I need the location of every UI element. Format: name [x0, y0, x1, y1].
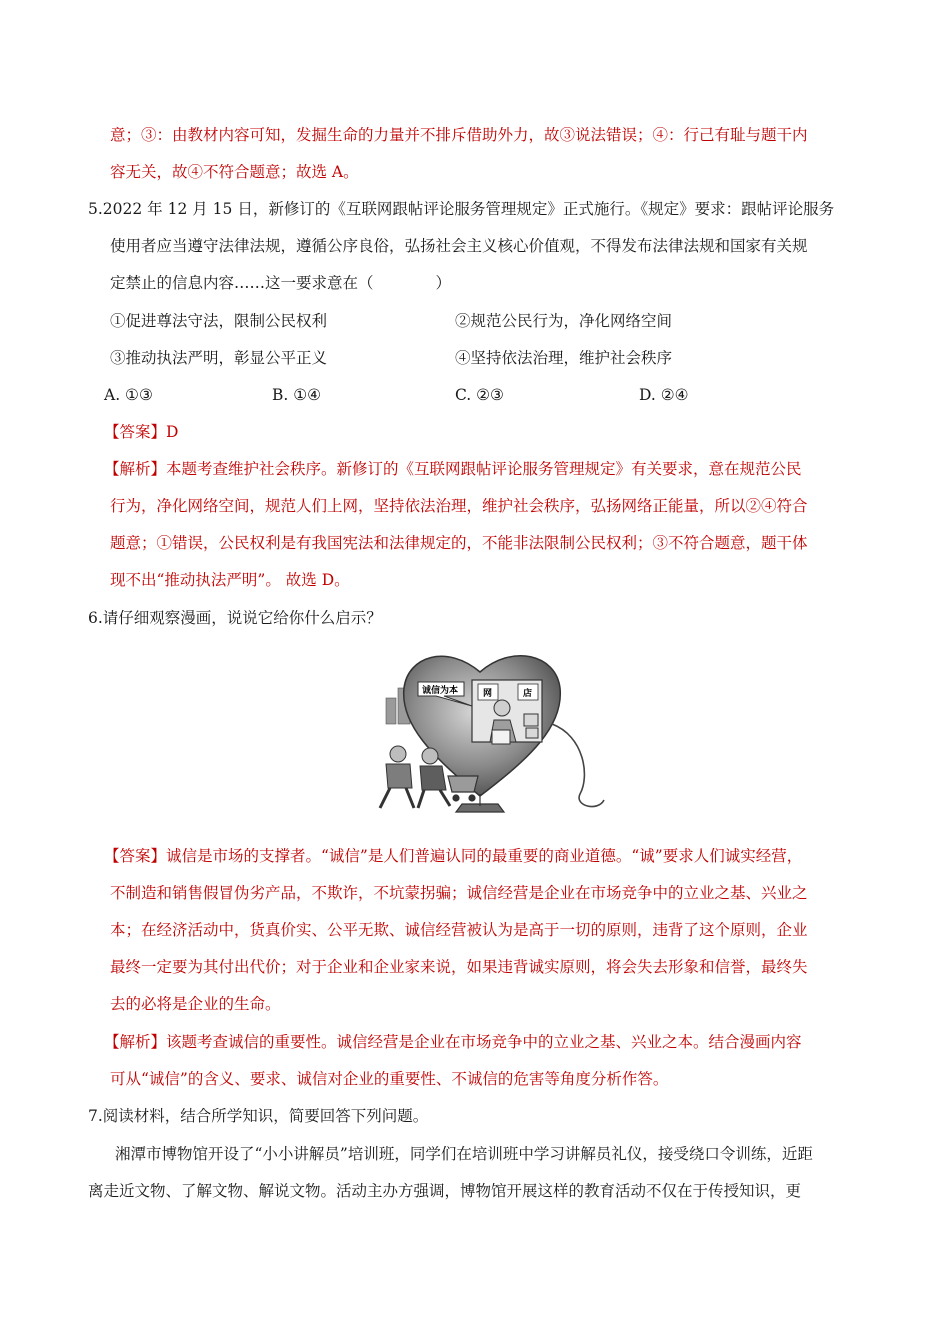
q5-item-4: ④坚持依法治理，维护社会秩序	[455, 349, 673, 367]
parcel	[492, 730, 510, 744]
cable	[552, 724, 604, 807]
q6-answer-line-2: 不制造和销售假冒伪劣产品，不欺诈，不坑蒙拐骗；诚信经营是企业在市场竞争中的立业之基、兴业之	[110, 884, 808, 902]
q6-answer-line-3: 本；在经济活动中，货真价实、公平无欺、诚信经营被认为是高于一切的原则，违背了这个原则，企业	[110, 921, 808, 939]
q5-choice-b: B. ①④	[272, 386, 322, 404]
q7-stem: 7.阅读材料，结合所学知识，简要回答下列问题。	[88, 1107, 429, 1125]
q6-answer-line-5: 去的必将是企业的生命。	[110, 995, 281, 1013]
shop-sign-left: 网	[483, 689, 493, 699]
q5-analysis-line-4: 现不出“推动执法严明”。 故选 D。	[110, 571, 350, 589]
q5-analysis-line-3: 题意；①错误，公民权利是有我国宪法和法律规定的，不能非法限制公民权利；③不符合题意，题干体	[110, 534, 808, 552]
q5-choice-d: D. ②④	[639, 386, 689, 404]
q5-item-3: ③推动执法严明，彰显公平正义	[110, 349, 328, 367]
integrity-cartoon	[352, 636, 618, 822]
prev-analysis-line-2: 容无关，故④不符合题意；故选 A。	[110, 163, 359, 181]
q5-stem-line-3: 定禁止的信息内容……这一要求意在（ ）	[110, 274, 452, 292]
q5-stem-line-2: 使用者应当遵守法律法规，遵循公序良俗，弘扬社会主义核心价值观，不得发布法律法规和国家有关规	[110, 237, 808, 255]
q6-answer-line-1: 【答案】诚信是市场的支撑者。“诚信”是人们普遍认同的最重要的商业道德。“诚”要求人们诚实经营，	[104, 847, 803, 865]
q5-choice-a: A. ①③	[104, 386, 153, 404]
shopkeeper-head	[494, 700, 510, 716]
shopping-cart	[448, 776, 478, 801]
q5-answer: 【答案】D	[104, 423, 179, 441]
q7-material-line-2: 离走近文物、了解文物、解说文物。活动主办方强调，博物馆开展这样的教育活动不仅在于传授知识，更	[88, 1182, 802, 1200]
q5-analysis-line-2: 行为，净化网络空间，规范人们上网，坚持依法治理，维护社会秩序，弘扬网络正能量，所以②④符合	[110, 497, 808, 515]
q5-item-2: ②规范公民行为，净化网络空间	[455, 312, 673, 330]
q5-item-1: ①促进尊法守法，限制公民权利	[110, 312, 328, 330]
q6-answer-line-4: 最终一定要为其付出代价；对于企业和企业家来说，如果违背诚实原则，将会失去形象和信誉，最终失	[110, 958, 808, 976]
heart-stand	[456, 794, 504, 812]
q5-analysis-line-1: 【解析】本题考查维护社会秩序。新修订的《互联网跟帖评论服务管理规定》有关要求，意在规范公民	[104, 460, 802, 478]
q6-analysis-line-1: 【解析】该题考查诚信的重要性。诚信经营是企业在市场竞争中的立业之基、兴业之本。结合漫画内容	[104, 1033, 802, 1051]
q5-choice-c: C. ②③	[455, 386, 504, 404]
integrity-sign-text: 诚信为本	[422, 686, 459, 696]
q7-material-line-1: 湘潭市博物馆开设了“小小讲解员”培训班，同学们在培训班中学习讲解员礼仪，接受绕口令训练，近距	[115, 1145, 813, 1163]
q6-stem: 6.请仔细观察漫画，说说它给你什么启示？	[88, 609, 382, 627]
shop-sign-right: 店	[523, 689, 533, 699]
prev-analysis-line-1: 意；③：由教材内容可知，发掘生命的力量并不排斥借助外力，故③说法错误；④：行己有耻与题干内	[110, 126, 808, 144]
q6-analysis-line-2: 可从“诚信”的含义、要求、诚信对企业的重要性、不诚信的危害等角度分析作答。	[110, 1070, 669, 1088]
q5-stem-line-1: 5.2022 年 12 月 15 日，新修订的《互联网跟帖评论服务管理规定》正式施行。《规定》要求：跟帖评论服务	[88, 200, 835, 218]
